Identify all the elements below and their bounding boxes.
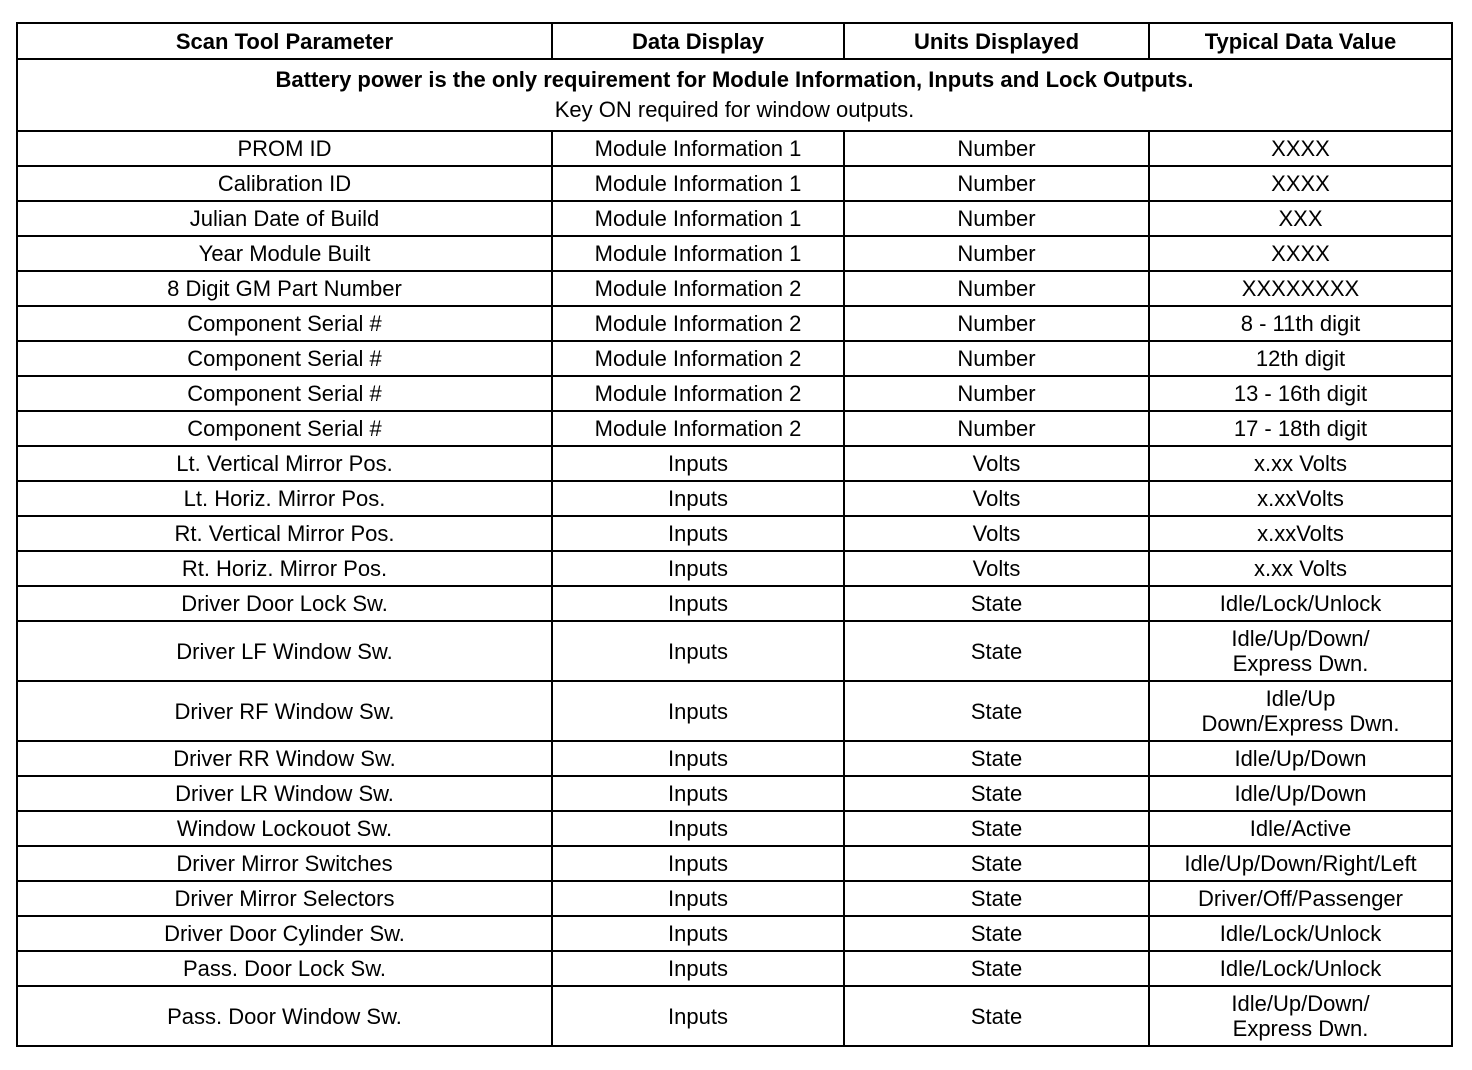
data-display-cell: Inputs — [552, 986, 844, 1046]
data-display-cell: Inputs — [552, 916, 844, 951]
typical-value-cell — [1149, 411, 1452, 446]
typical-value-line: x.xx Volts — [1254, 451, 1347, 476]
table-row — [17, 811, 1452, 846]
units-cell: Number — [844, 341, 1149, 376]
typical-value-line: XXXX — [1271, 241, 1330, 266]
typical-value-line: 17 - 18th digit — [1233, 416, 1368, 441]
table-row — [17, 306, 1452, 341]
data-display-cell: Inputs — [552, 586, 844, 621]
data-display-cell: Inputs — [552, 621, 844, 681]
typical-value-cell — [1149, 916, 1452, 951]
units-cell: Number — [844, 271, 1149, 306]
typical-value-cell — [1149, 236, 1452, 271]
units-cell: Number — [844, 131, 1149, 166]
data-display-cell: Inputs — [552, 741, 844, 776]
table-row — [17, 341, 1452, 376]
table-row — [17, 411, 1452, 446]
typical-value-line: Down/Express Dwn. — [1201, 711, 1400, 736]
table-row — [17, 201, 1452, 236]
typical-value-cell — [1149, 811, 1452, 846]
data-display-cell: Inputs — [552, 776, 844, 811]
table-row — [17, 776, 1452, 811]
typical-value-line: XXXX — [1271, 171, 1330, 196]
typical-value-cell — [1149, 551, 1452, 586]
data-display-cell: Inputs — [552, 951, 844, 986]
typical-value-cell — [1149, 741, 1452, 776]
parameter-cell: PROM ID — [17, 131, 552, 166]
units-cell: State — [844, 621, 1149, 681]
data-display-cell: Module Information 1 — [552, 236, 844, 271]
parameter-cell: Pass. Door Window Sw. — [17, 986, 552, 1046]
typical-value-cell — [1149, 776, 1452, 811]
typical-value-line: Idle/Lock/Unlock — [1219, 956, 1382, 981]
table-row — [17, 516, 1452, 551]
typical-value-line: Idle/Up/Down — [1234, 781, 1367, 806]
data-display-cell: Module Information 2 — [552, 411, 844, 446]
header-scan-tool-parameter: Scan Tool Parameter — [17, 23, 552, 59]
table-row — [17, 881, 1452, 916]
table-row — [17, 951, 1452, 986]
parameter-cell: Component Serial # — [17, 411, 552, 446]
table-body — [17, 59, 1452, 1046]
header-data-display: Data Display — [552, 23, 844, 59]
units-cell: Number — [844, 306, 1149, 341]
parameter-cell: Driver Door Cylinder Sw. — [17, 916, 552, 951]
parameter-cell: Rt. Vertical Mirror Pos. — [17, 516, 552, 551]
typical-value-cell — [1149, 951, 1452, 986]
data-display-cell: Module Information 2 — [552, 306, 844, 341]
typical-value-cell — [1149, 201, 1452, 236]
data-display-cell: Module Information 1 — [552, 166, 844, 201]
data-display-cell: Module Information 1 — [552, 131, 844, 166]
data-display-cell: Inputs — [552, 846, 844, 881]
typical-value-cell — [1149, 131, 1452, 166]
parameter-cell: Julian Date of Build — [17, 201, 552, 236]
data-display-cell: Module Information 2 — [552, 341, 844, 376]
typical-value-line: Idle/Active — [1249, 816, 1352, 841]
parameter-cell: Driver LF Window Sw. — [17, 621, 552, 681]
note-battery-requirement: Battery power is the only requirement for Module Information, Inputs and Lock Outputs. — [275, 67, 1194, 92]
typical-value-line: 12th digit — [1255, 346, 1346, 371]
units-cell: State — [844, 776, 1149, 811]
data-display-cell: Module Information 2 — [552, 271, 844, 306]
parameter-cell: Component Serial # — [17, 306, 552, 341]
parameter-cell: Component Serial # — [17, 376, 552, 411]
typical-value-line: XXX — [1278, 206, 1323, 231]
units-cell: State — [844, 741, 1149, 776]
table-row — [17, 376, 1452, 411]
typical-value-cell — [1149, 376, 1452, 411]
scan-tool-data-sheet — [16, 22, 1451, 1047]
units-cell: State — [844, 586, 1149, 621]
parameter-cell: Rt. Horiz. Mirror Pos. — [17, 551, 552, 586]
typical-value-line: Idle/Lock/Unlock — [1219, 591, 1382, 616]
parameter-cell: 8 Digit GM Part Number — [17, 271, 552, 306]
typical-value-line: Idle/Up/Down/ — [1231, 991, 1370, 1016]
table-row — [17, 551, 1452, 586]
parameter-cell: Window Lockouot Sw. — [17, 811, 552, 846]
data-display-cell: Inputs — [552, 446, 844, 481]
data-display-cell: Inputs — [552, 551, 844, 586]
typical-value-cell — [1149, 166, 1452, 201]
typical-value-line: Idle/Up/Down/ — [1231, 626, 1370, 651]
note-row — [17, 59, 1452, 131]
typical-value-line: Idle/Up — [1265, 686, 1336, 711]
typical-value-cell — [1149, 516, 1452, 551]
typical-value-cell — [1149, 446, 1452, 481]
typical-value-cell — [1149, 306, 1452, 341]
typical-value-line: x.xxVolts — [1257, 521, 1344, 546]
units-cell: Number — [844, 201, 1149, 236]
note-cell — [17, 59, 1452, 131]
typical-value-line: Express Dwn. — [1232, 1016, 1369, 1041]
typical-value-cell — [1149, 681, 1452, 741]
parameter-cell: Lt. Horiz. Mirror Pos. — [17, 481, 552, 516]
typical-value-cell — [1149, 586, 1452, 621]
header-row — [17, 23, 1452, 59]
table-row — [17, 916, 1452, 951]
typical-value-line: x.xx Volts — [1254, 556, 1347, 581]
units-cell: Number — [844, 166, 1149, 201]
parameter-cell: Driver RR Window Sw. — [17, 741, 552, 776]
parameter-cell: Driver Mirror Switches — [17, 846, 552, 881]
parameter-cell: Lt. Vertical Mirror Pos. — [17, 446, 552, 481]
parameter-cell: Driver Door Lock Sw. — [17, 586, 552, 621]
parameter-cell: Driver LR Window Sw. — [17, 776, 552, 811]
table-row — [17, 481, 1452, 516]
table-row — [17, 741, 1452, 776]
parameter-cell: Component Serial # — [17, 341, 552, 376]
table-row — [17, 621, 1452, 681]
table-row — [17, 846, 1452, 881]
table-row — [17, 586, 1452, 621]
typical-value-line: Driver/Off/Passenger — [1197, 886, 1403, 911]
table-row — [17, 131, 1452, 166]
parameter-cell: Driver Mirror Selectors — [17, 881, 552, 916]
table-row — [17, 271, 1452, 306]
table-row — [17, 236, 1452, 271]
scan-tool-data-table — [16, 22, 1453, 1047]
units-cell: State — [844, 846, 1149, 881]
parameter-cell: Calibration ID — [17, 166, 552, 201]
data-display-cell: Inputs — [552, 516, 844, 551]
typical-value-line: XXXX — [1271, 136, 1330, 161]
data-display-cell: Inputs — [552, 481, 844, 516]
units-cell: Volts — [844, 551, 1149, 586]
units-cell: State — [844, 986, 1149, 1046]
typical-value-line: x.xxVolts — [1257, 486, 1344, 511]
typical-value-line: Idle/Lock/Unlock — [1219, 921, 1382, 946]
typical-value-line: XXXXXXXX — [1241, 276, 1360, 301]
typical-value-cell — [1149, 881, 1452, 916]
data-display-cell: Inputs — [552, 811, 844, 846]
data-display-cell: Inputs — [552, 681, 844, 741]
data-display-cell: Module Information 2 — [552, 376, 844, 411]
typical-value-cell — [1149, 621, 1452, 681]
units-cell: Volts — [844, 516, 1149, 551]
units-cell: Volts — [844, 446, 1149, 481]
table-row — [17, 681, 1452, 741]
units-cell: State — [844, 881, 1149, 916]
typical-value-line: 13 - 16th digit — [1233, 381, 1368, 406]
typical-value-cell — [1149, 986, 1452, 1046]
header-typical-data-value: Typical Data Value — [1149, 23, 1452, 59]
note-key-on-requirement: Key ON required for window outputs. — [554, 97, 915, 122]
typical-value-cell — [1149, 846, 1452, 881]
parameter-cell: Year Module Built — [17, 236, 552, 271]
table-row — [17, 446, 1452, 481]
units-cell: Number — [844, 411, 1149, 446]
table-row — [17, 166, 1452, 201]
typical-value-cell — [1149, 481, 1452, 516]
units-cell: Number — [844, 376, 1149, 411]
units-cell: State — [844, 916, 1149, 951]
data-display-cell: Inputs — [552, 881, 844, 916]
header-units-displayed: Units Displayed — [844, 23, 1149, 59]
typical-value-line: Express Dwn. — [1232, 651, 1369, 676]
units-cell: Number — [844, 236, 1149, 271]
typical-value-cell — [1149, 341, 1452, 376]
data-display-cell: Module Information 1 — [552, 201, 844, 236]
units-cell: Volts — [844, 481, 1149, 516]
units-cell: State — [844, 811, 1149, 846]
parameter-cell: Driver RF Window Sw. — [17, 681, 552, 741]
parameter-cell: Pass. Door Lock Sw. — [17, 951, 552, 986]
units-cell: State — [844, 951, 1149, 986]
typical-value-line: Idle/Up/Down/Right/Left — [1184, 851, 1417, 876]
table-row — [17, 986, 1452, 1046]
typical-value-cell — [1149, 271, 1452, 306]
typical-value-line: Idle/Up/Down — [1234, 746, 1367, 771]
units-cell: State — [844, 681, 1149, 741]
typical-value-line: 8 - 11th digit — [1240, 311, 1361, 336]
